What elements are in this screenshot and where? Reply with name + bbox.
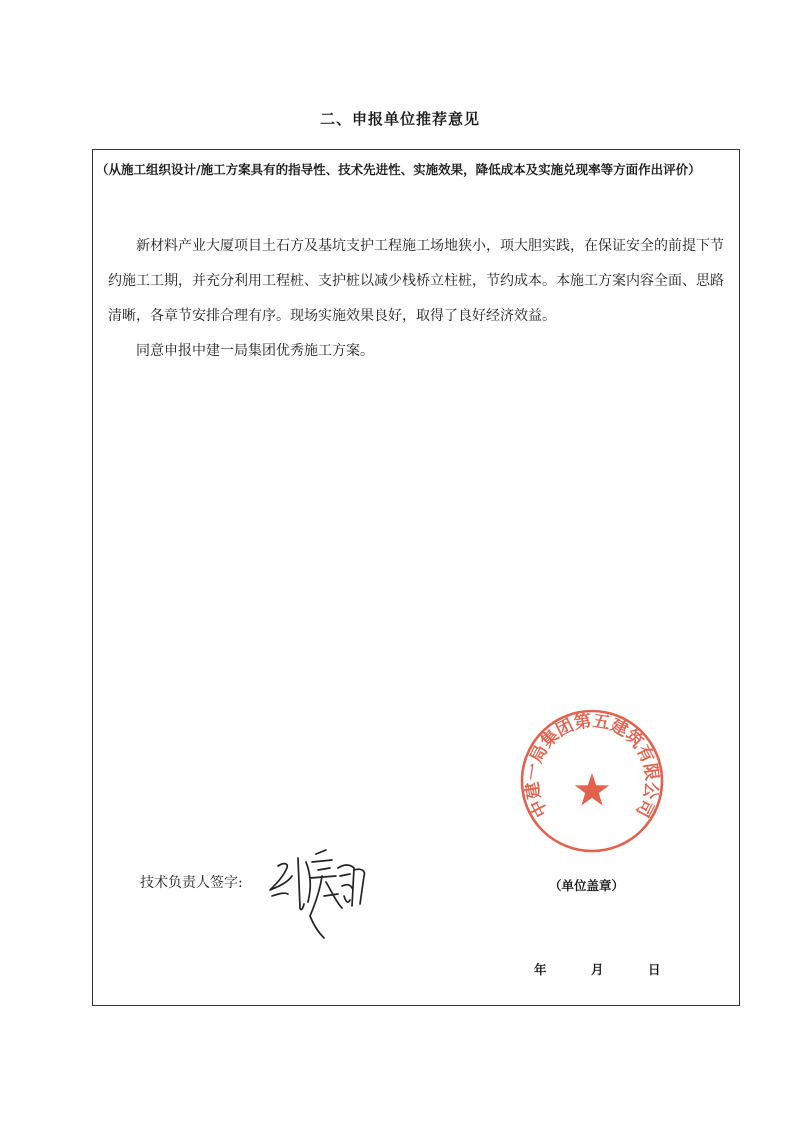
svg-text:中建一局集团第五建筑有限公司 (522, 710, 662, 820)
date-month-label: 月 (591, 962, 604, 977)
date-year-label: 年 (534, 962, 547, 977)
handwritten-signature (266, 846, 372, 940)
company-seal (518, 707, 666, 855)
section-title: 二、申报单位推荐意见 (319, 110, 480, 128)
opinion-paragraph-2: 同意申报中建一局集团优秀施工方案。 (136, 343, 374, 359)
evaluation-instruction: （从施工组织设计/施工方案具有的指导性、技术先进性、实施效果，降低成本及实施兑现率等方面作出评价） (96, 162, 701, 177)
date-day-label: 日 (648, 962, 661, 977)
signature-label: 技术负责人签字: (140, 875, 243, 891)
stamp-caption: （单位盖章） (549, 878, 625, 893)
recommendation-text (108, 229, 728, 369)
seal-star-icon (575, 773, 609, 805)
seal-text: 中建一局集团第五建筑有限公司 (522, 711, 662, 821)
opinion-paragraph-1: 新材料产业大厦项目土石方及基坑支护工程施工场地狭小，项大胆实践，在保证安全的前提下节约施工工期，并充分利用工程桩、支护桩以减少栈桥立柱桩，节约成本。本施工方案内容全面、思路清晰，各章节安排合理有序。现场实施效果良好，取得了良好经济效益。 (108, 238, 724, 324)
